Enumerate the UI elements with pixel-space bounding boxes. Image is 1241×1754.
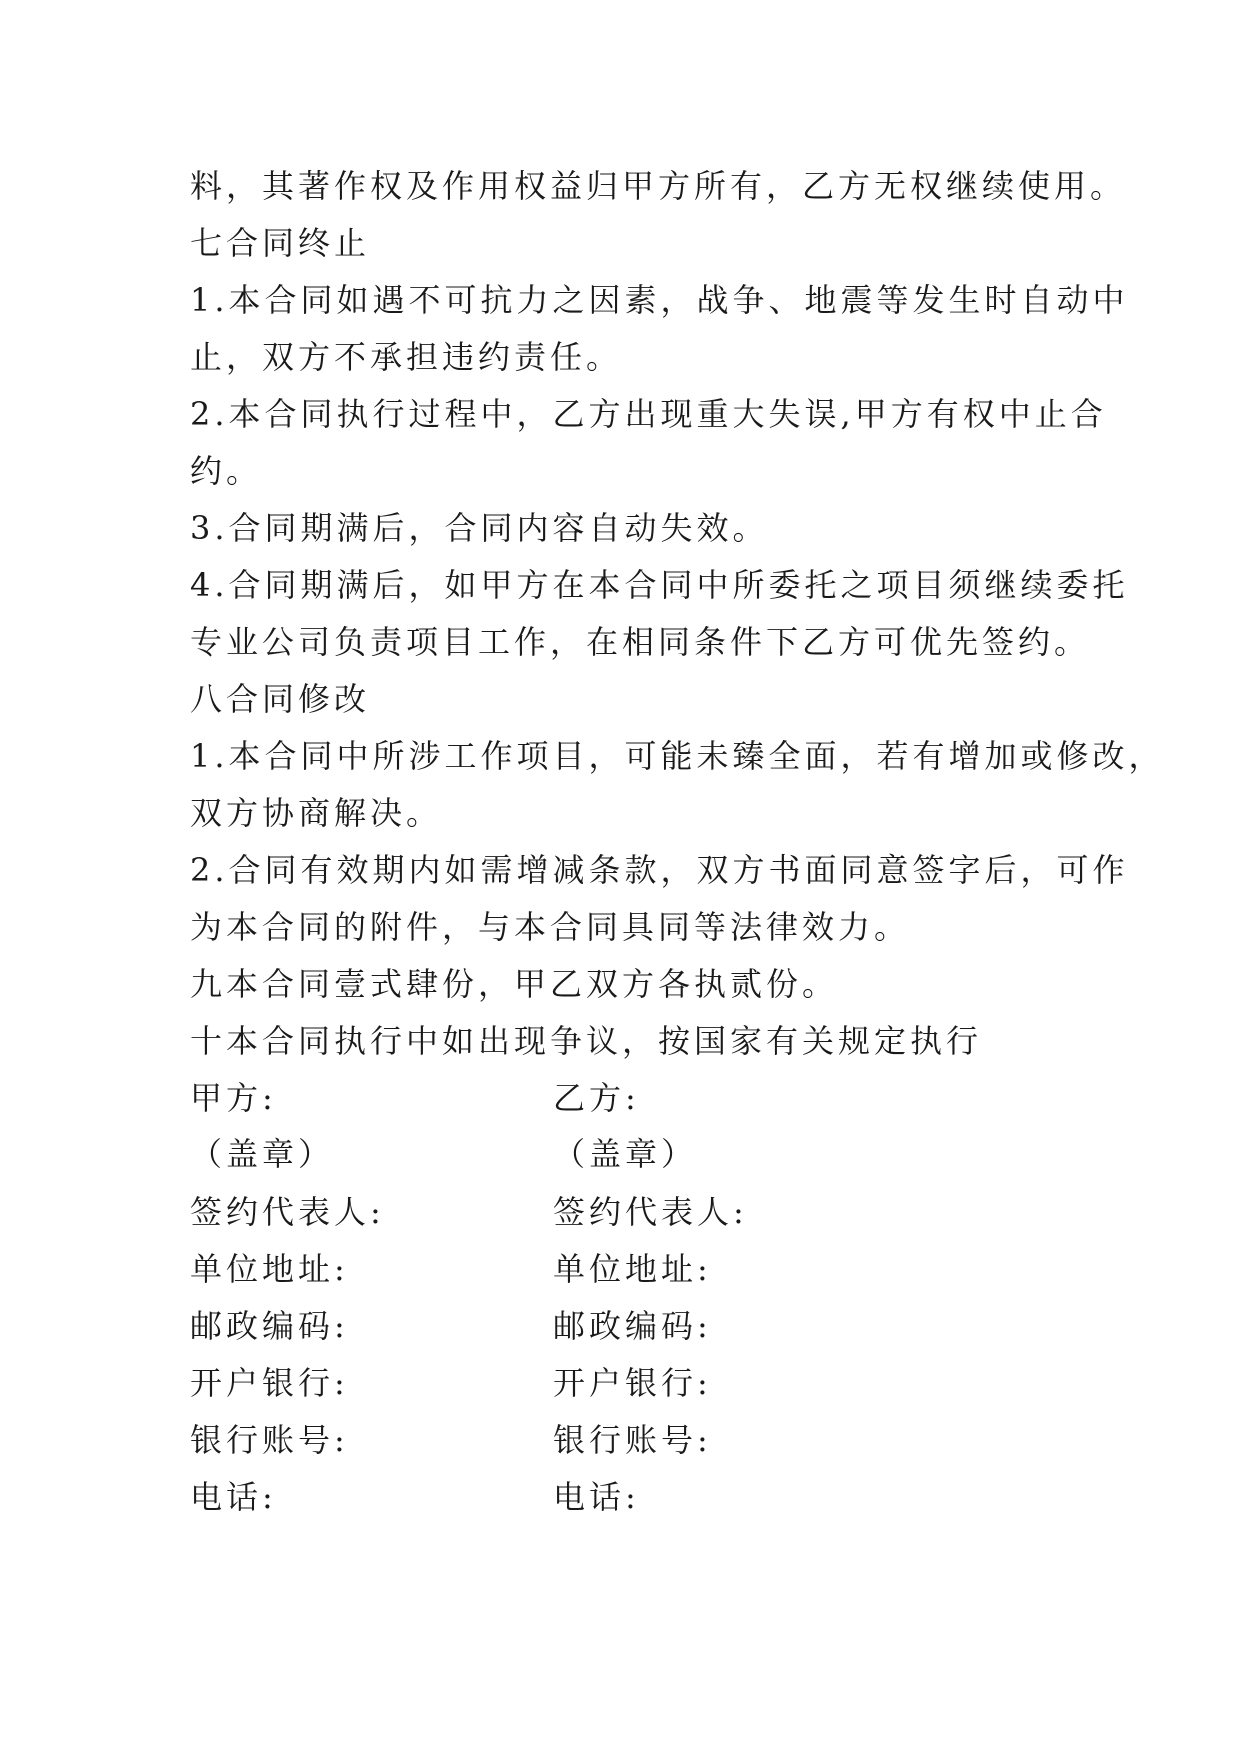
section-heading-disputes: 十本合同执行中如出现争议，按国家有关规定执行 bbox=[190, 1022, 983, 1060]
party-a-address: 单位地址: bbox=[190, 1250, 349, 1288]
party-a-seal: （盖章） bbox=[190, 1135, 335, 1173]
party-b-postal-code: 邮政编码: bbox=[553, 1307, 712, 1345]
body-line: 约。 bbox=[190, 452, 263, 490]
party-b-representative: 签约代表人: bbox=[553, 1193, 748, 1231]
party-a-bank: 开户银行: bbox=[190, 1364, 349, 1402]
body-line: 料，其著作权及作用权益归甲方所有，乙方无权继续使用。 bbox=[190, 167, 1127, 205]
body-line: 止，双方不承担违约责任。 bbox=[190, 338, 623, 376]
body-line: 为本合同的附件，与本合同具同等法律效力。 bbox=[190, 908, 911, 946]
party-b-phone: 电话: bbox=[553, 1478, 640, 1516]
section-heading-termination: 七合同终止 bbox=[190, 224, 371, 262]
party-a-representative: 签约代表人: bbox=[190, 1193, 385, 1231]
party-b-bank: 开户银行: bbox=[553, 1364, 712, 1402]
body-line: 2.合同有效期内如需增减条款，双方书面同意签字后，可作 bbox=[190, 851, 1129, 889]
party-a-account: 银行账号: bbox=[190, 1421, 349, 1459]
party-b-label: 乙方: bbox=[553, 1079, 640, 1117]
party-b-seal: （盖章） bbox=[553, 1135, 698, 1173]
body-line: 双方协商解决。 bbox=[190, 794, 443, 832]
party-a-phone: 电话: bbox=[190, 1478, 277, 1516]
section-heading-modification: 八合同修改 bbox=[190, 680, 371, 718]
body-line: 3.合同期满后，合同内容自动失效。 bbox=[190, 509, 769, 547]
section-heading-copies: 九本合同壹式肆份，甲乙双方各执贰份。 bbox=[190, 965, 839, 1003]
body-line: 4.合同期满后，如甲方在本合同中所委托之项目须继续委托 bbox=[190, 566, 1129, 604]
party-b-account: 银行账号: bbox=[553, 1421, 712, 1459]
body-line: 1.本合同如遇不可抗力之因素，战争、地震等发生时自动中 bbox=[190, 281, 1129, 319]
party-a-postal-code: 邮政编码: bbox=[190, 1307, 349, 1345]
body-line: 1.本合同中所涉工作项目，可能未臻全面，若有增加或修改， bbox=[190, 737, 1165, 775]
party-b-address: 单位地址: bbox=[553, 1250, 712, 1288]
body-line: 2.本合同执行过程中，乙方出现重大失误,甲方有权中止合 bbox=[190, 395, 1107, 433]
body-line: 专业公司负责项目工作，在相同条件下乙方可优先签约。 bbox=[190, 623, 1091, 661]
party-a-label: 甲方: bbox=[190, 1079, 277, 1117]
